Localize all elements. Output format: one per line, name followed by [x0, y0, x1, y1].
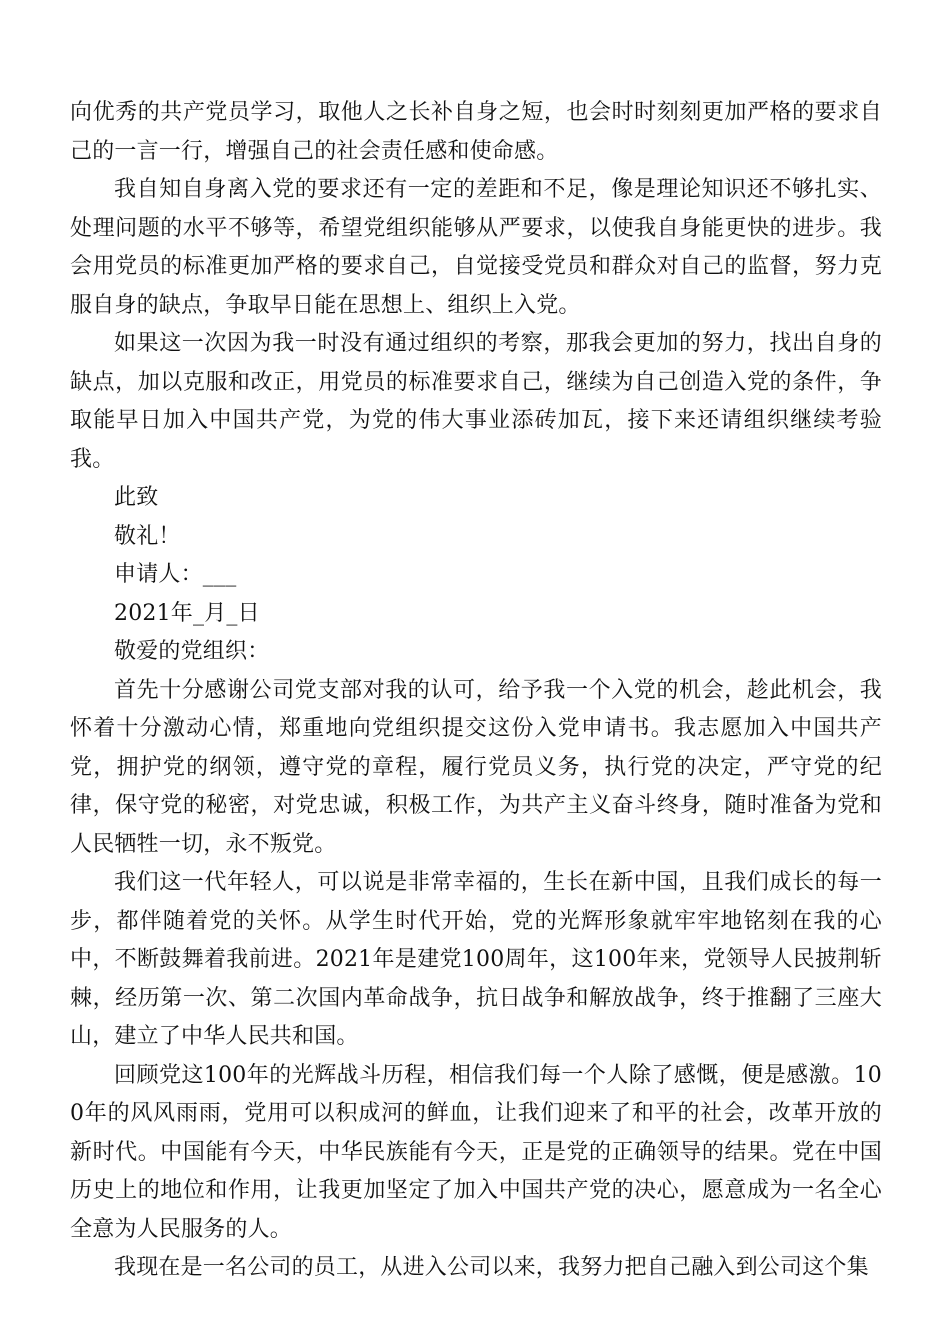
applicant-signature-line: 申请人：___	[114, 562, 237, 587]
paragraph-history: 回顾党这100年的光辉战斗历程，相信我们每一个人除了感慨，便是感激。100年的风风雨雨，党用可以积成河的鲜血，让我们迎来了和平的社会，改革开放的新时代。中国能有今天，中华民族能有今天，正是党的正确领导的结果。党在中国历史上的地位和作用，让我更加坚定了加入中国共产党的决心，愿意成为一名全心全意为人民服务的人。	[70, 1062, 882, 1242]
paragraph-self-assessment: 我自知自身离入党的要求还有一定的差距和不足，像是理论知识还不够扎实、处理问题的水平不够等，希望党组织能够从严要求，以使我自身能更快的进步。我会用党员的标准更加严格的要求自己，自觉接受党员和群众对自己的监督，努力克服自身的缺点，争取早日能在思想上、组织上入党。	[70, 177, 882, 318]
closing-regards: 敬礼！	[114, 523, 181, 549]
date-line: 2021年_月_日	[114, 600, 260, 626]
closing-salutation: 此致	[114, 485, 159, 510]
paragraph-generation: 我们这一代年轻人，可以说是非常幸福的，生长在新中国，且我们成长的每一步，都伴随着党的关怀。从学生时代开始，党的光辉形象就牢牢地铭刻在我的心中，不断鼓舞着我前进。2021年是建党100周年，这100年来，党领导人民披荆斩棘，经历第一次、第二次国内革命战争，抗日战争和解放战争，终于推翻了三座大山，建立了中华人民共和国。	[70, 870, 882, 1049]
paragraph-continued: 向优秀的共产党员学习，取他人之长补自身之短，也会时时刻刻更加严格的要求自己的一言一行，增强自己的社会责任感和使命感。	[70, 100, 882, 164]
document-body	[70, 94, 882, 1288]
second-letter-greeting: 敬爱的党组织：	[114, 639, 270, 664]
paragraph-introduction: 首先十分感谢公司党支部对我的认可，给予我一个入党的机会，趁此机会，我怀着十分激动心情，郑重地向党组织提交这份入党申请书。我志愿加入中国共产党，拥护党的纲领，遵守党的章程，履行党员义务，执行党的决定，严守党的纪律，保守党的秘密，对党忠诚，积极工作，为共产主义奋斗终身，随时准备为党和人民牺牲一切，永不叛党。	[70, 677, 882, 857]
paragraph-work: 我现在是一名公司的员工，从进入公司以来，我努力把自己融入到公司这个集	[114, 1255, 869, 1280]
paragraph-commitment: 如果这一次因为我一时没有通过组织的考察，那我会更加的努力，找出自身的缺点，加以克服和改正，用党员的标准要求自己，继续为自己创造入党的条件，争取能早日加入中国共产党，为党的伟大事业添砖加瓦，接下来还请组织继续考验我。	[70, 331, 882, 472]
